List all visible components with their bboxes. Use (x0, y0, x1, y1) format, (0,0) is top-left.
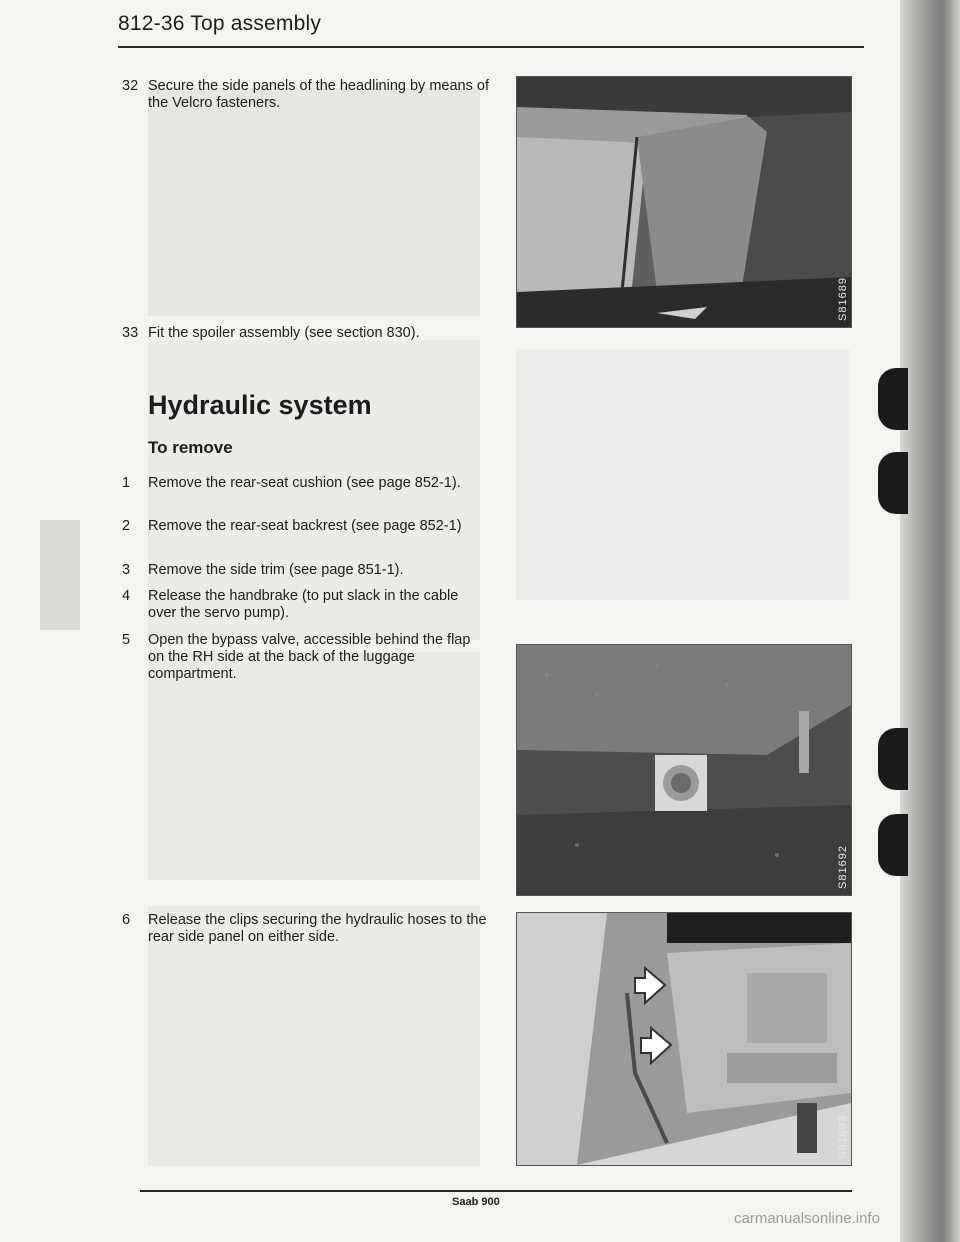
step-3 (122, 562, 490, 579)
step-text: Open the bypass valve, accessible behind the flap on the RH side at the back of the luggage compartment. (148, 632, 471, 682)
step-1 (122, 475, 490, 492)
step-4 (122, 588, 490, 622)
show-through-panel (148, 652, 480, 880)
step-33 (122, 325, 490, 342)
rear-side-panel-photo-icon (517, 913, 851, 1165)
photo-reference: S81692 (837, 845, 849, 889)
binder-hole-shadow (40, 520, 80, 630)
index-tab (878, 368, 908, 430)
step-2 (122, 518, 490, 535)
sub-heading: To remove (148, 438, 233, 457)
step-number: 6 (122, 912, 131, 928)
headlining-photo (516, 76, 852, 328)
step-number: 3 (122, 562, 131, 578)
step-text: Release the clips securing the hydraulic hoses to the rear side panel on either side. (148, 912, 487, 945)
step-number: 32 (122, 78, 139, 94)
show-through-panel (516, 350, 850, 600)
header-divider (118, 46, 864, 48)
step-text: Remove the rear-seat backrest (see page 852-1) (148, 518, 462, 534)
step-number: 33 (122, 325, 139, 341)
step-text: Secure the side panels of the headlining by means of the Velcro fasteners. (148, 78, 489, 111)
page-title: 812-36 Top assembly (118, 12, 322, 35)
footer-label: Saab 900 (452, 1196, 500, 1208)
index-tab (878, 452, 908, 514)
rear-side-panel-photo (516, 912, 852, 1166)
show-through-panel (148, 88, 480, 316)
step-6 (122, 912, 490, 946)
step-number: 5 (122, 632, 131, 648)
binder-edge (900, 0, 960, 1242)
step-5 (122, 632, 490, 683)
step-number: 2 (122, 518, 131, 534)
headlining-photo-icon (517, 77, 851, 327)
section-heading: Hydraulic system (148, 390, 372, 420)
step-text: Remove the rear-seat cushion (see page 852-1). (148, 475, 461, 491)
watermark: carmanualsonline.info (734, 1210, 880, 1227)
footer-divider (140, 1190, 852, 1192)
step-text: Remove the side trim (see page 851-1). (148, 562, 404, 578)
step-number: 1 (122, 475, 131, 491)
step-text: Fit the spoiler assembly (see section 830). (148, 325, 420, 341)
step-text: Release the handbrake (to put slack in the cable over the servo pump). (148, 588, 459, 621)
index-tab (878, 814, 908, 876)
photo-reference: S81689 (837, 277, 849, 321)
step-32 (122, 78, 490, 112)
luggage-compartment-photo (516, 644, 852, 896)
luggage-compartment-photo-icon (517, 645, 851, 895)
index-tab (878, 728, 908, 790)
photo-reference: S81693 (837, 1115, 849, 1159)
step-number: 4 (122, 588, 131, 604)
